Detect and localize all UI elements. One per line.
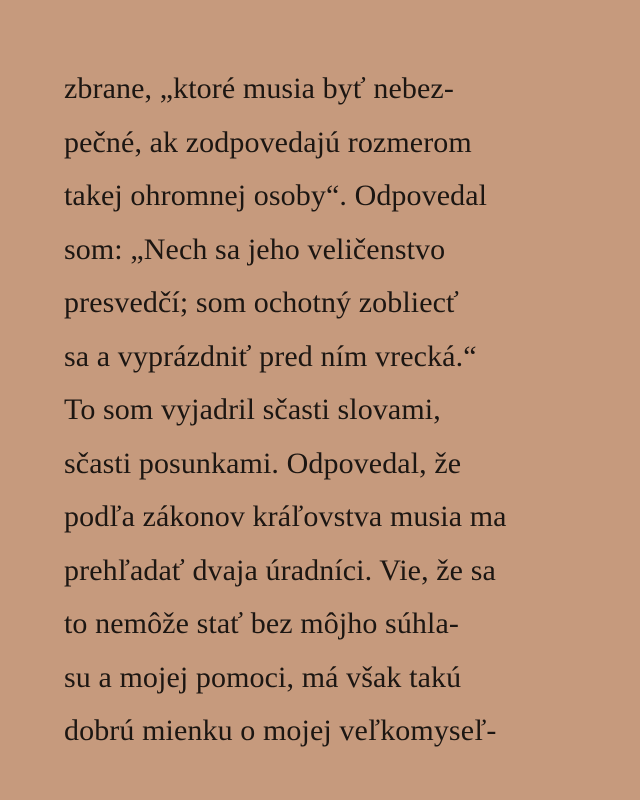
text-line: dobrú mienku o mojej veľkomyseľ- — [64, 714, 497, 747]
text-line: presvedčí; som ochotný zobliecť — [64, 286, 459, 319]
text-line: takej ohromnej osoby“. Odpovedal — [64, 179, 488, 212]
text-line: su a mojej pomoci, má však takú — [64, 660, 462, 694]
text-line: som: „Nech sa jeho veličenstvo — [64, 232, 446, 266]
text-line: sa a vyprázdniť pred ním vrecká.“ — [64, 339, 477, 373]
text-line: sčasti posunkami. Odpovedal, že — [64, 446, 462, 480]
text-line: prehľadať dvaja úradníci. Vie, že sa — [64, 553, 496, 587]
text-line: pečné, ak zodpovedajú rozmerom — [64, 125, 472, 159]
text-line: to nemôže stať bez môjho súhla- — [64, 607, 459, 640]
text-line: To som vyjadril sčasti slovami, — [64, 393, 441, 426]
text-line: podľa zákonov kráľovstva musia ma — [64, 500, 507, 533]
text-line: zbrane, „ktoré musia byť nebez- — [64, 72, 454, 105]
